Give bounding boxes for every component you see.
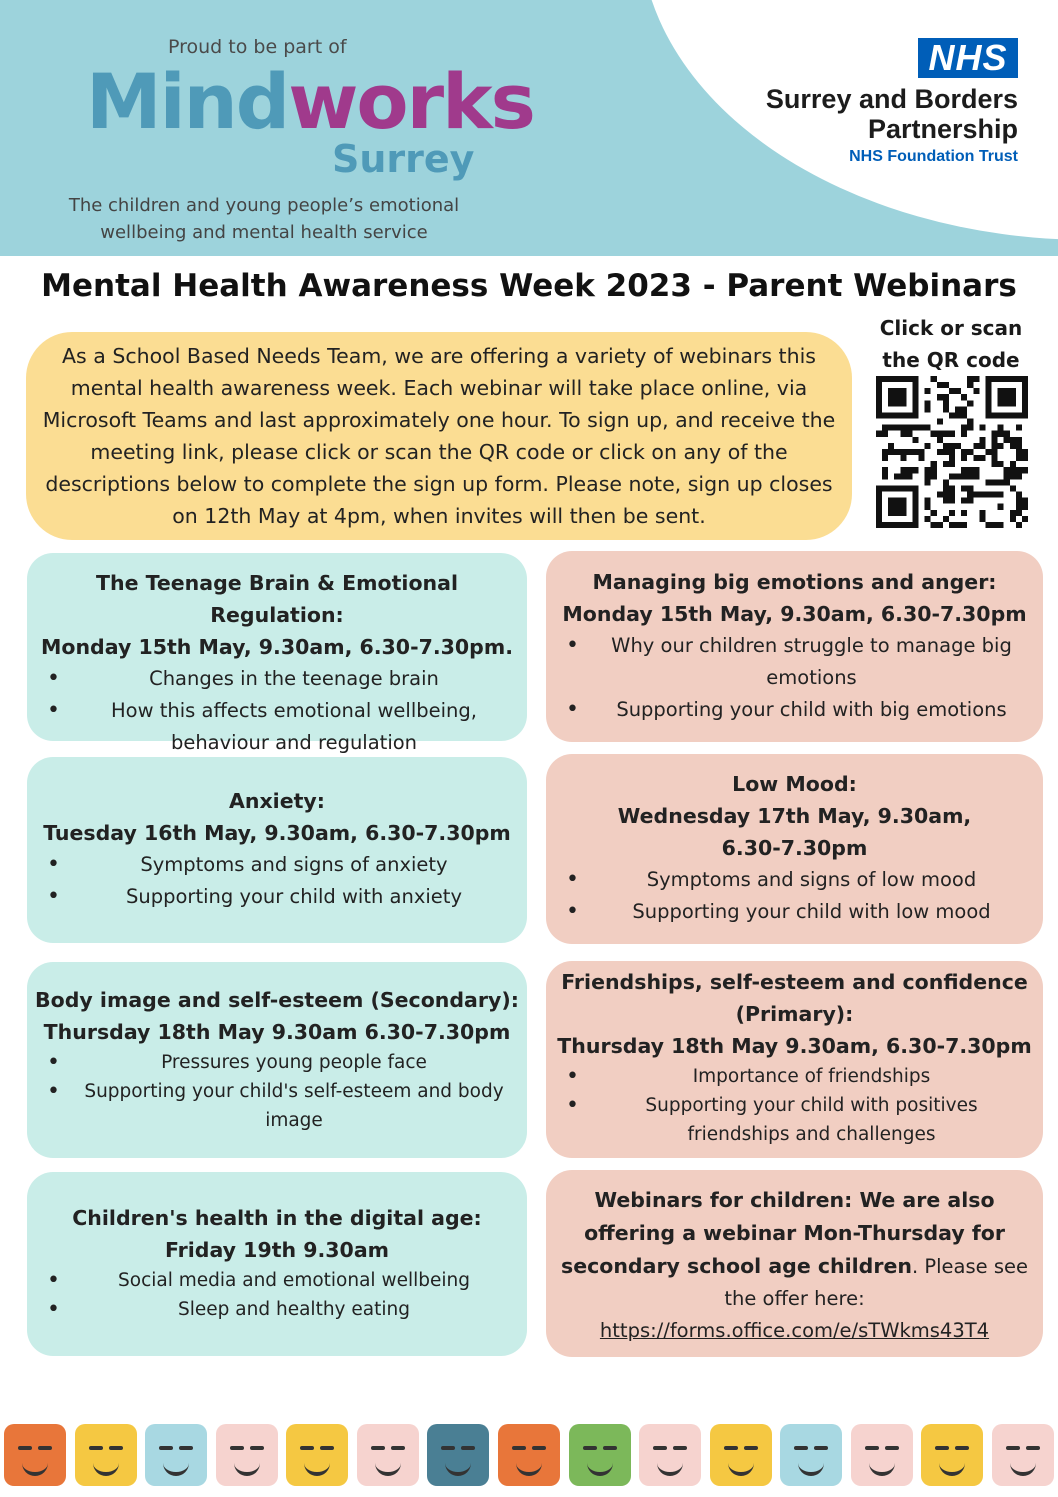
- list-item: • Symptoms and signs of low mood: [554, 864, 1035, 896]
- emoji-face-icon: [710, 1424, 772, 1486]
- list-item: • Supporting your child with positives friendships and challenges: [554, 1091, 1035, 1149]
- webinar-title: Managing big emotions and anger:: [592, 570, 997, 594]
- webinar-teen-brain[interactable]: [27, 553, 527, 754]
- face-feature: [18, 1446, 32, 1450]
- emoji-face-icon: [427, 1424, 489, 1486]
- webinar-digital-age[interactable]: [27, 1172, 527, 1356]
- webinar-big-emotions[interactable]: [546, 551, 1043, 742]
- webinar-when: Wednesday 17th May, 9.30am, 6.30-7.30pm: [617, 804, 972, 860]
- webinar-title: Anxiety:: [229, 789, 325, 813]
- face-feature: [728, 1462, 754, 1476]
- face-feature: [939, 1462, 965, 1476]
- emoji-face-icon: [498, 1424, 560, 1486]
- webinar-title: Children's health in the digital age:: [72, 1206, 482, 1230]
- webinar-when: Tuesday 16th May, 9.30am, 6.30-7.30pm: [43, 821, 511, 845]
- list-item: • Supporting your child with big emotions: [554, 694, 1035, 726]
- list-item: • Pressures young people face: [35, 1048, 519, 1077]
- emoji-face-icon: [992, 1424, 1054, 1486]
- children-offer-bold: Webinars for children: We are also offering a webinar Mon-Thursday for secondary school age children: [561, 1188, 1005, 1278]
- children-offer-rest: . Please see the offer here:: [724, 1255, 1028, 1310]
- qr-code[interactable]: [876, 376, 1028, 528]
- face-feature: [587, 1462, 613, 1476]
- webinar-title: Low Mood:: [732, 772, 857, 796]
- face-feature: [461, 1446, 475, 1450]
- face-feature: [179, 1446, 193, 1450]
- webinar-title: The Teenage Brain & Emotional Regulation:: [96, 571, 458, 627]
- face-feature: [234, 1462, 260, 1476]
- face-feature: [159, 1446, 173, 1450]
- face-feature: [603, 1446, 617, 1450]
- face-feature: [885, 1446, 899, 1450]
- webinar-when: Monday 15th May, 9.30am, 6.30-7.30pm: [562, 602, 1027, 626]
- intro-box[interactable]: As a School Based Needs Team, we are offering a variety of webinars this mental health awareness week. Each webinar will take place online, via Microsoft Teams and last approximately one hour. To sign up, and receive the meeting link, please click or scan the QR code or click on any of the descriptions below to complete the sign up form. Please note, sign up closes on 12th May at 4pm, when invites will then be sent.: [26, 332, 852, 540]
- list-item: • Changes in the teenage brain: [35, 663, 519, 695]
- org-line2: Partnership: [867, 114, 1018, 144]
- face-feature: [22, 1462, 48, 1476]
- emoji-face-icon: [569, 1424, 631, 1486]
- webinar-when: Thursday 18th May 9.30am 6.30-7.30pm: [43, 1020, 511, 1044]
- list-item: • Supporting your child with anxiety: [35, 881, 519, 913]
- emoji-face-icon: [216, 1424, 278, 1486]
- face-feature: [532, 1446, 546, 1450]
- list-item: • Sleep and healthy eating: [35, 1295, 519, 1324]
- mindworks-logo: [86, 57, 534, 146]
- list-item: • Importance of friendships: [554, 1062, 1035, 1091]
- face-feature: [869, 1462, 895, 1476]
- face-feature: [320, 1446, 334, 1450]
- face-feature: [109, 1446, 123, 1450]
- face-feature: [512, 1446, 526, 1450]
- face-feature: [673, 1446, 687, 1450]
- face-feature: [89, 1446, 103, 1450]
- webinar-when: Friday 19th 9.30am: [164, 1238, 390, 1262]
- face-feature: [583, 1446, 597, 1450]
- face-feature: [93, 1462, 119, 1476]
- page-title: Mental Health Awareness Week 2023 - Parent Webinars: [41, 268, 1017, 304]
- face-feature: [865, 1446, 879, 1450]
- qr-label: Click or scan the QR code: [879, 316, 1023, 372]
- face-feature: [955, 1446, 969, 1450]
- emoji-face-icon: [75, 1424, 137, 1486]
- list-item: • Why our children struggle to manage big emotions: [554, 630, 1035, 694]
- face-feature: [1010, 1462, 1036, 1476]
- emoji-face-icon: [145, 1424, 207, 1486]
- list-item: • Symptoms and signs of anxiety: [35, 849, 519, 881]
- webinar-children-offer[interactable]: [546, 1170, 1043, 1357]
- forms-link[interactable]: https://forms.office.com/e/sTWkms43T4: [599, 1319, 990, 1342]
- logo-surrey: Surrey: [332, 137, 475, 181]
- emoji-face-icon: [357, 1424, 419, 1486]
- org-line1: Surrey and Borders: [765, 84, 1018, 114]
- webinar-low-mood[interactable]: [546, 754, 1043, 944]
- webinar-anxiety[interactable]: [27, 757, 527, 943]
- emoji-face-icon: [851, 1424, 913, 1486]
- webinar-friendships[interactable]: [546, 961, 1043, 1158]
- list-item: • Supporting your child's self-esteem and body image: [35, 1077, 519, 1135]
- face-feature: [744, 1446, 758, 1450]
- proud-text: Proud to be part of: [168, 36, 347, 58]
- face-feature: [798, 1462, 824, 1476]
- emoji-face-icon: [780, 1424, 842, 1486]
- nhs-logo: NHS: [918, 38, 1018, 78]
- face-feature: [516, 1462, 542, 1476]
- webinar-when: Thursday 18th May 9.30am, 6.30-7.30pm: [557, 1034, 1032, 1058]
- face-feature: [724, 1446, 738, 1450]
- webinar-title: Body image and self-esteem (Secondary):: [35, 988, 519, 1012]
- tagline: The children and young people’s emotional wellbeing and mental health service: [68, 195, 460, 243]
- emoji-face-icon: [639, 1424, 701, 1486]
- list-item: • Supporting your child with low mood: [554, 896, 1035, 928]
- nhs-org-name: [766, 84, 1018, 170]
- org-line3: NHS Foundation Trust: [849, 148, 1018, 165]
- emoji-face-icon: [286, 1424, 348, 1486]
- face-feature: [375, 1462, 401, 1476]
- face-feature: [445, 1462, 471, 1476]
- face-feature: [653, 1446, 667, 1450]
- emoji-face-icon: [921, 1424, 983, 1486]
- list-item: • How this affects emotional wellbeing, behaviour and regulation: [35, 695, 519, 759]
- face-feature: [794, 1446, 808, 1450]
- webinar-when: Monday 15th May, 9.30am, 6.30-7.30pm.: [40, 635, 513, 659]
- emoji-strip: [0, 1416, 1058, 1497]
- logo-part1: Mind: [86, 57, 289, 146]
- face-feature: [38, 1446, 52, 1450]
- webinar-body-image[interactable]: [27, 962, 527, 1158]
- face-feature: [657, 1462, 683, 1476]
- face-feature: [371, 1446, 385, 1450]
- children-offer-text: [554, 1184, 1035, 1315]
- list-item: • Social media and emotional wellbeing: [35, 1266, 519, 1295]
- webinar-title: Friendships, self-esteem and confidence (Primary):: [561, 970, 1028, 1026]
- emoji-face-icon: [4, 1424, 66, 1486]
- face-feature: [935, 1446, 949, 1450]
- face-feature: [1026, 1446, 1040, 1450]
- face-feature: [230, 1446, 244, 1450]
- logo-part2: works: [288, 57, 534, 146]
- face-feature: [250, 1446, 264, 1450]
- face-feature: [441, 1446, 455, 1450]
- face-feature: [391, 1446, 405, 1450]
- face-feature: [163, 1462, 189, 1476]
- face-feature: [814, 1446, 828, 1450]
- face-feature: [300, 1446, 314, 1450]
- face-feature: [304, 1462, 330, 1476]
- face-feature: [1006, 1446, 1020, 1450]
